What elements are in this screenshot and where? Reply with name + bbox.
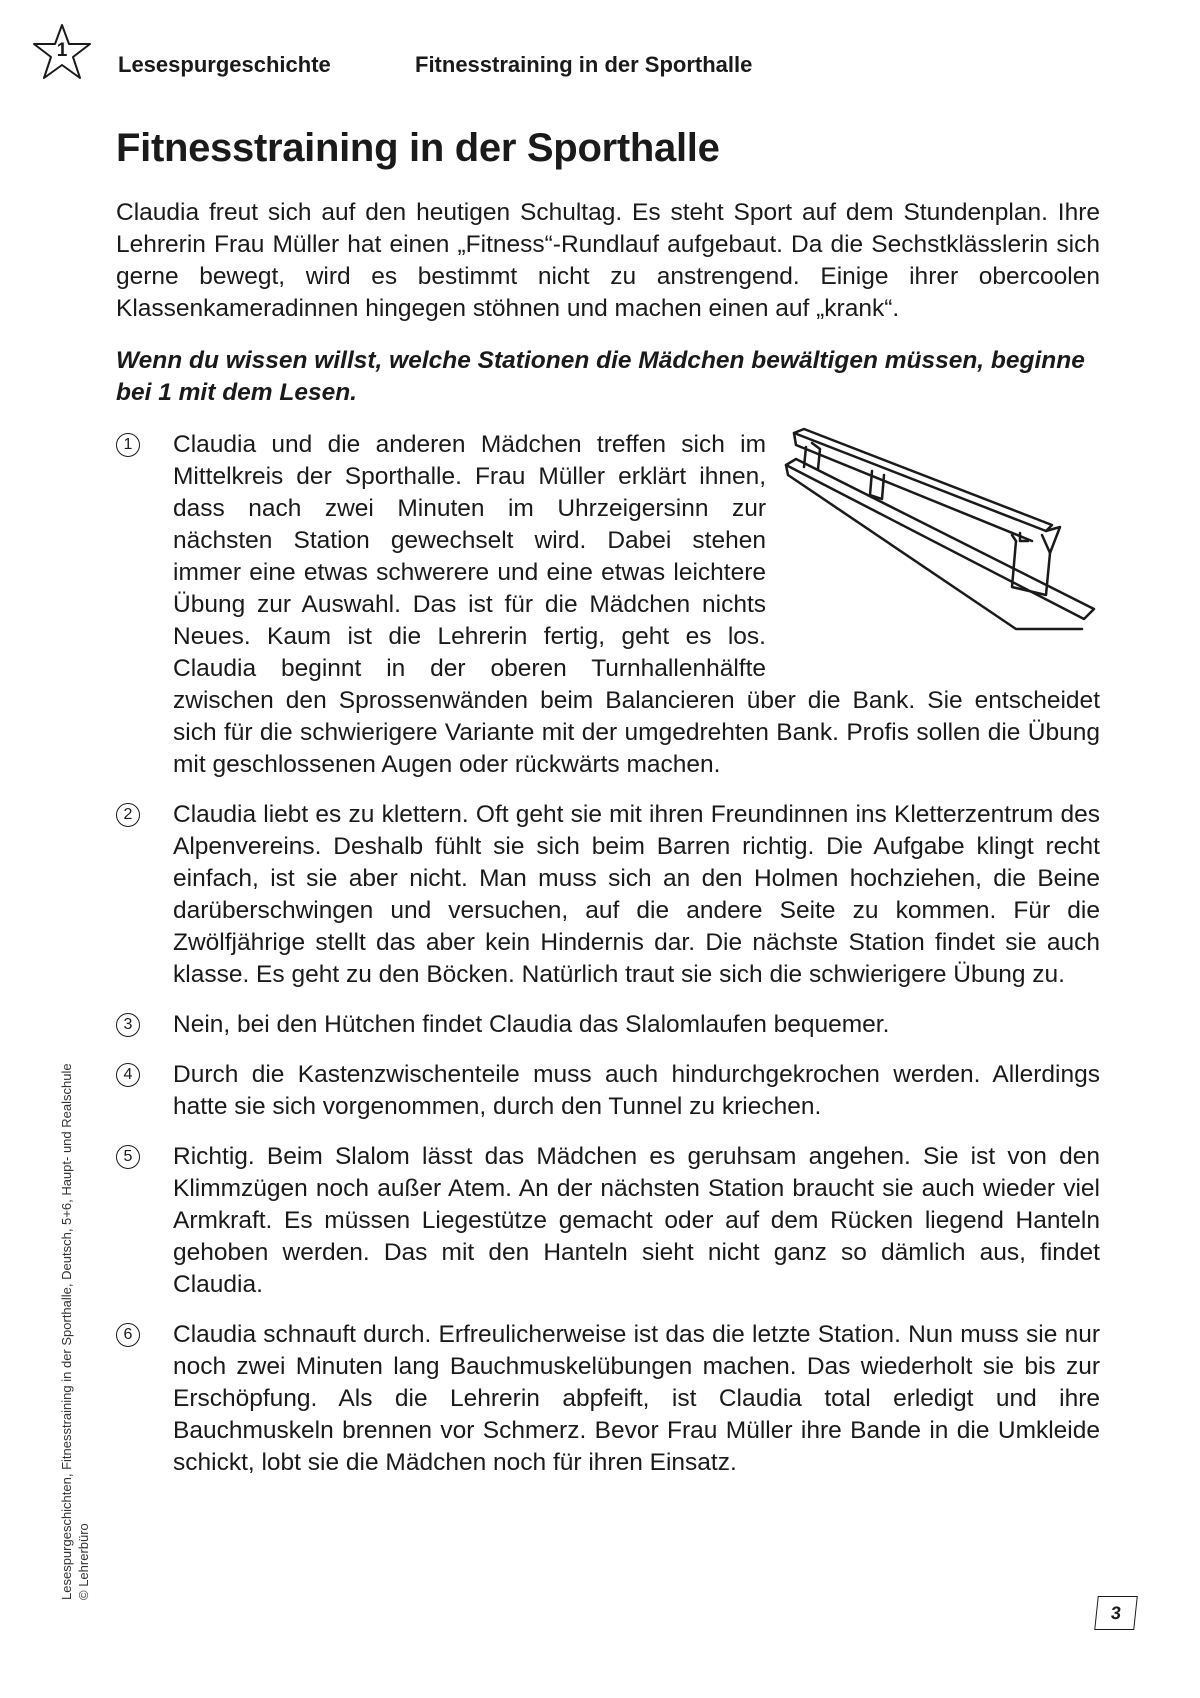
series-label: Lesespurgeschichte bbox=[118, 52, 331, 77]
copyright-note bbox=[58, 900, 92, 1600]
station-text: Nein, bei den Hütchen findet Claudia das Slalomlaufen bequemer. bbox=[173, 1011, 890, 1038]
page-number: 3 bbox=[1094, 1596, 1138, 1630]
station-text: Durch die Kastenzwischenteile muss auch hindurchgekrochen werden. Allerdings hatte sie sich vorgenommen, durch den Tunnel zu kriechen. bbox=[173, 1061, 1100, 1120]
station-number: 6 bbox=[116, 1323, 140, 1347]
station-5 bbox=[116, 1141, 1100, 1301]
copyright-line-2: © Lehrerbüro bbox=[76, 1523, 91, 1600]
station-6 bbox=[116, 1319, 1100, 1479]
station-1 bbox=[116, 429, 1100, 781]
station-number: 5 bbox=[116, 1145, 140, 1169]
station-3 bbox=[116, 1009, 1100, 1041]
intro-paragraph: Claudia freut sich auf den heutigen Schultag. Es steht Sport auf dem Stundenplan. Ihre Lehrerin Frau Müller hat einen „Fitness“-Rundlauf aufgebaut. Da die Sechstklässlerin sich gerne bewegt, wird es bestimmt nicht zu anstrengend. Einige ihrer obercoolen Klassenkameradinnen hingegen stöhnen und machen einen auf „krank“. bbox=[116, 199, 1100, 322]
station-number: 3 bbox=[116, 1013, 140, 1037]
task-instruction: Wenn du wissen willst, welche Stationen die Mädchen bewältigen müssen, beginne bei 1 mit dem Lesen. bbox=[116, 347, 1085, 406]
station-text: Claudia und die anderen Mädchen treffen sich im Mittelkreis der Sporthalle. Frau Müller erklärt ihnen, dass nach zwei Minuten im Uhrzeigersinn zur nächsten Station gewechselt wird. Dabei stehen immer eine etwas schwerere und eine etwas leichtere Übung zur Auswahl. Das ist für die Mädchen nichts Neues. Kaum ist die Lehrerin fertig, geht es los. Claudia beginnt in der oberen Turnhallenhälfte zwischen den Sprossenwänden beim Balancieren über die Bank. Sie entscheidet sich für die schwierigere Variante mit der umgedrehten Bank. Profis sollen die Übung mit geschlossenen Augen oder rückwärts machen. bbox=[173, 431, 1100, 778]
star-number: 1 bbox=[56, 40, 68, 61]
header-title: Fitnesstraining in der Sporthalle bbox=[415, 52, 753, 77]
star-badge bbox=[30, 22, 94, 82]
station-4 bbox=[116, 1059, 1100, 1123]
station-number: 1 bbox=[116, 433, 140, 457]
bench-illustration bbox=[784, 423, 1102, 655]
station-text: Richtig. Beim Slalom lässt das Mädchen es geruhsam angehen. Sie ist von den Klimmzügen noch außer Atem. An der nächsten Station braucht sie auch wieder viel Armkraft. Es müssen Liegestütze gemacht oder auf dem Rücken liegend Hanteln gehoben werden. Das mit den Hanteln sieht nicht ganz so dämlich aus, findet Claudia. bbox=[173, 1143, 1100, 1298]
main-content bbox=[116, 126, 1100, 1497]
station-number: 2 bbox=[116, 803, 140, 827]
copyright-line-1: Lesespurgeschichten, Fitnesstraining in der Sporthalle, Deutsch, 5+6, Haupt- und Realschule bbox=[59, 1063, 74, 1600]
page-title: Fitnesstraining in der Sporthalle bbox=[116, 126, 720, 170]
station-2 bbox=[116, 799, 1100, 991]
station-text: Claudia schnauft durch. Erfreulicherweise ist das die letzte Station. Nun muss sie nur noch zwei Minuten lang Bauchmuskelübungen machen. Das wiederholt sie bis zur Erschöpfung. Als die Lehrerin abpfeift, ist Claudia total erledigt und ihre Bauchmuskeln brennen vor Schmerz. Bevor Frau Müller ihre Bande in die Umkleide schickt, lobt sie die Mädchen noch für ihren Einsatz. bbox=[173, 1321, 1100, 1476]
station-text: Claudia liebt es zu klettern. Oft geht sie mit ihren Freundinnen ins Kletterzentrum des Alpenvereins. Deshalb fühlt sie sich beim Barren richtig. Die Aufgabe klingt recht einfach, ist sie aber nicht. Man muss sich an den Holmen hochziehen, die Beine darüberschwingen und versuchen, auf die andere Seite zu kommen. Für die Zwölfjährige stellt das aber kein Hindernis dar. Die nächste Station findet sie auch klasse. Es geht zu den Böcken. Natürlich traut sie sich die schwierigere Übung zu. bbox=[173, 801, 1100, 988]
station-number: 4 bbox=[116, 1063, 140, 1087]
